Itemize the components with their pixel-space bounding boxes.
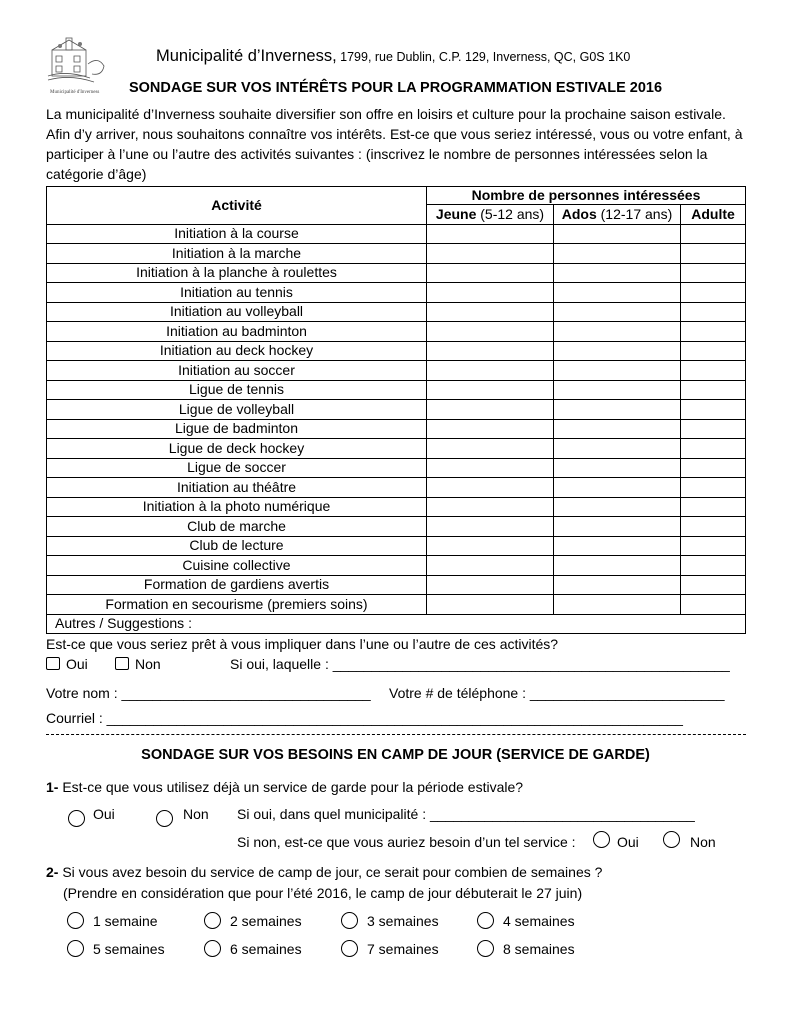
week-label: 5 semaines — [93, 941, 165, 957]
adulte-count-cell[interactable] — [681, 478, 746, 498]
adulte-count-cell[interactable] — [681, 380, 746, 400]
adulte-count-cell[interactable] — [681, 302, 746, 322]
ados-count-cell[interactable] — [554, 595, 681, 615]
week-radio[interactable] — [477, 912, 494, 934]
radio-circle[interactable] — [341, 912, 358, 929]
activity-name: Ligue de badminton — [47, 419, 427, 439]
week-radio[interactable] — [341, 912, 358, 934]
week-radio[interactable] — [477, 940, 494, 962]
radio-circle[interactable] — [663, 831, 680, 848]
jeune-count-cell[interactable] — [427, 361, 554, 381]
q2-note: (Prendre en considération que pour l’été 2016, le camp de jour débuterait le 27 juin) — [63, 885, 583, 901]
activity-row — [47, 497, 746, 517]
jeune-count-cell[interactable] — [427, 536, 554, 556]
adulte-count-cell[interactable] — [681, 497, 746, 517]
week-radio[interactable] — [204, 912, 221, 934]
adulte-count-cell[interactable] — [681, 263, 746, 283]
ados-count-cell[interactable] — [554, 439, 681, 459]
ados-count-cell[interactable] — [554, 458, 681, 478]
activity-name: Ligue de soccer — [47, 458, 427, 478]
q1-radio-non[interactable] — [156, 810, 173, 832]
activity-row — [47, 263, 746, 283]
involve-non-option[interactable]: Non — [115, 656, 161, 672]
radio-circle[interactable] — [67, 912, 84, 929]
adulte-count-cell[interactable] — [681, 419, 746, 439]
ados-count-cell[interactable] — [554, 283, 681, 303]
jeune-count-cell[interactable] — [427, 283, 554, 303]
jeune-count-cell[interactable] — [427, 439, 554, 459]
activity-name: Club de lecture — [47, 536, 427, 556]
adulte-count-cell[interactable] — [681, 244, 746, 264]
adulte-count-cell[interactable] — [681, 400, 746, 420]
activity-row — [47, 380, 746, 400]
activity-row — [47, 595, 746, 615]
col-group: Nombre de personnes intéressées — [427, 187, 746, 205]
adulte-count-cell[interactable] — [681, 341, 746, 361]
radio-circle[interactable] — [593, 831, 610, 848]
activity-name: Initiation au tennis — [47, 283, 427, 303]
radio-circle[interactable] — [477, 940, 494, 957]
radio-circle[interactable] — [156, 810, 173, 827]
jeune-count-cell[interactable] — [427, 400, 554, 420]
adulte-count-cell[interactable] — [681, 458, 746, 478]
week-radio[interactable] — [341, 940, 358, 962]
jeune-count-cell[interactable] — [427, 302, 554, 322]
jeune-count-cell[interactable] — [427, 595, 554, 615]
email-field[interactable]: Courriel : __________________________________________________________________________ — [46, 710, 683, 726]
activity-name: Initiation à la planche à roulettes — [47, 263, 427, 283]
week-label: 8 semaines — [503, 941, 575, 957]
activity-name: Ligue de deck hockey — [47, 439, 427, 459]
activity-name: Initiation au théâtre — [47, 478, 427, 498]
col-adulte: Adulte — [681, 205, 746, 225]
survey1-intro: La municipalité d’Inverness souhaite diversifier son offre en loisirs et culture pour la prochaine saison estivale. Afin d’y arriver, nous souhaitons connaître vos intérêts. Est-ce que vous seriez intéressé, vous ou votre enfant, à participer à l’une ou l’autre des activités suivantes : (inscrivez le nombre de personnes intéressées selon la catégorie d’âge) — [46, 106, 743, 182]
others-row — [47, 614, 746, 634]
activity-name: Initiation à la course — [47, 224, 427, 244]
ados-count-cell[interactable] — [554, 400, 681, 420]
activity-name: Club de marche — [47, 517, 427, 537]
adulte-count-cell[interactable] — [681, 536, 746, 556]
phone-field[interactable]: Votre # de téléphone : _________________________ — [389, 685, 725, 701]
week-label: 3 semaines — [367, 913, 439, 929]
q1-text: 1- Est-ce que vous utilisez déjà un service de garde pour la période estivale? — [46, 779, 524, 795]
involve-oui-option[interactable]: Oui — [46, 656, 88, 672]
cut-line — [46, 734, 746, 735]
activity-row — [47, 322, 746, 342]
q1-need-radio-non[interactable] — [663, 831, 680, 853]
activity-name: Formation de gardiens avertis — [47, 575, 427, 595]
which-activity-field[interactable]: Si oui, laquelle : ___________________________________________________ — [230, 656, 730, 672]
adulte-count-cell[interactable] — [681, 283, 746, 303]
jeune-count-cell[interactable] — [427, 244, 554, 264]
activity-row — [47, 244, 746, 264]
activity-row — [47, 283, 746, 303]
jeune-count-cell[interactable] — [427, 517, 554, 537]
activity-name: Initiation au volleyball — [47, 302, 427, 322]
adulte-count-cell[interactable] — [681, 575, 746, 595]
ados-count-cell[interactable] — [554, 556, 681, 576]
org-name: Municipalité d’Inverness, — [156, 47, 337, 65]
jeune-count-cell[interactable] — [427, 458, 554, 478]
week-label: 7 semaines — [367, 941, 439, 957]
org-header — [156, 47, 630, 66]
radio-circle[interactable] — [204, 940, 221, 957]
checkbox-non[interactable] — [115, 657, 129, 670]
col-activity: Activité — [47, 187, 427, 225]
activity-name: Initiation au soccer — [47, 361, 427, 381]
activity-name: Initiation à la marche — [47, 244, 427, 264]
activity-row — [47, 400, 746, 420]
week-radio[interactable] — [67, 940, 84, 962]
name-field[interactable]: Votre nom : ________________________________ — [46, 685, 371, 701]
col-ados: Ados (12-17 ans) — [554, 205, 681, 225]
ados-count-cell[interactable] — [554, 536, 681, 556]
ados-count-cell[interactable] — [554, 575, 681, 595]
ados-count-cell[interactable] — [554, 380, 681, 400]
week-label: 4 semaines — [503, 913, 575, 929]
checkbox-oui[interactable] — [46, 657, 60, 670]
activity-name: Initiation au deck hockey — [47, 341, 427, 361]
ados-count-cell[interactable] — [554, 341, 681, 361]
jeune-count-cell[interactable] — [427, 263, 554, 283]
jeune-count-cell[interactable] — [427, 224, 554, 244]
ados-count-cell[interactable] — [554, 497, 681, 517]
jeune-count-cell[interactable] — [427, 380, 554, 400]
involve-question: Est-ce que vous seriez prêt à vous impliquer dans l’une ou l’autre de ces activités? — [46, 636, 559, 652]
ados-count-cell[interactable] — [554, 263, 681, 283]
adulte-count-cell[interactable] — [681, 224, 746, 244]
col-jeune: Jeune (5-12 ans) — [427, 205, 554, 225]
activity-row — [47, 439, 746, 459]
ados-count-cell[interactable] — [554, 361, 681, 381]
jeune-count-cell[interactable] — [427, 341, 554, 361]
activity-name: Initiation au badminton — [47, 322, 427, 342]
activity-name: Ligue de volleyball — [47, 400, 427, 420]
week-label: 1 semaine — [93, 913, 158, 929]
activity-name: Cuisine collective — [47, 556, 427, 576]
jeune-count-cell[interactable] — [427, 322, 554, 342]
q1-need-radio-oui[interactable] — [593, 831, 610, 853]
activity-name: Ligue de tennis — [47, 380, 427, 400]
ados-count-cell[interactable] — [554, 322, 681, 342]
adulte-count-cell[interactable] — [681, 361, 746, 381]
week-label: 6 semaines — [230, 941, 302, 957]
q1-need-question: Si non, est-ce que vous auriez besoin d’un tel service : — [237, 834, 576, 850]
jeune-count-cell[interactable] — [427, 497, 554, 517]
radio-circle[interactable] — [341, 940, 358, 957]
activity-row — [47, 302, 746, 322]
activity-row — [47, 458, 746, 478]
week-label: 2 semaines — [230, 913, 302, 929]
jeune-count-cell[interactable] — [427, 478, 554, 498]
activity-row — [47, 517, 746, 537]
activity-row — [47, 419, 746, 439]
ados-count-cell[interactable] — [554, 478, 681, 498]
adulte-count-cell[interactable] — [681, 322, 746, 342]
activity-name: Formation en secourisme (premiers soins) — [47, 595, 427, 615]
jeune-count-cell[interactable] — [427, 419, 554, 439]
radio-circle[interactable] — [68, 810, 85, 827]
activity-row — [47, 361, 746, 381]
ados-count-cell[interactable] — [554, 224, 681, 244]
others-suggestions-field[interactable]: Autres / Suggestions : — [47, 614, 746, 634]
q2-text: 2- Si vous avez besoin du service de camp de jour, ce serait pour combien de semaines ? — [46, 864, 603, 880]
q1-radio-oui[interactable] — [68, 810, 85, 832]
q1-need-non-label: Non — [690, 834, 716, 850]
activity-row — [47, 556, 746, 576]
activity-row — [47, 575, 746, 595]
adulte-count-cell[interactable] — [681, 595, 746, 615]
survey1-title: SONDAGE SUR VOS INTÉRÊTS POUR LA PROGRAMMATION ESTIVALE 2016 — [128, 80, 663, 96]
ados-count-cell[interactable] — [554, 302, 681, 322]
jeune-count-cell[interactable] — [427, 556, 554, 576]
org-address: 1799, rue Dublin, C.P. 129, Inverness, QC, G0S 1K0 — [336, 50, 631, 64]
week-radio[interactable] — [204, 940, 221, 962]
radio-circle[interactable] — [204, 912, 221, 929]
radio-circle[interactable] — [67, 940, 84, 957]
ados-count-cell[interactable] — [554, 244, 681, 264]
activity-row — [47, 341, 746, 361]
ados-count-cell[interactable] — [554, 517, 681, 537]
activities-table — [46, 186, 746, 634]
adulte-count-cell[interactable] — [681, 439, 746, 459]
logo-caption: Municipalité d'Inverness — [50, 90, 100, 95]
week-radio[interactable] — [67, 912, 84, 934]
adulte-count-cell[interactable] — [681, 517, 746, 537]
ados-count-cell[interactable] — [554, 419, 681, 439]
activity-row — [47, 224, 746, 244]
q1-non-label: Non — [183, 806, 209, 822]
activity-name: Initiation à la photo numérique — [47, 497, 427, 517]
activity-row — [47, 536, 746, 556]
activity-row — [47, 478, 746, 498]
survey2-title: SONDAGE SUR VOS BESOINS EN CAMP DE JOUR (SERVICE DE GARDE) — [141, 747, 650, 763]
radio-circle[interactable] — [477, 912, 494, 929]
q1-oui-label: Oui — [93, 806, 115, 822]
q1-municipality-field[interactable]: Si oui, dans quel municipalité : __________________________________ — [237, 806, 695, 822]
adulte-count-cell[interactable] — [681, 556, 746, 576]
jeune-count-cell[interactable] — [427, 575, 554, 595]
q1-need-oui-label: Oui — [617, 834, 639, 850]
